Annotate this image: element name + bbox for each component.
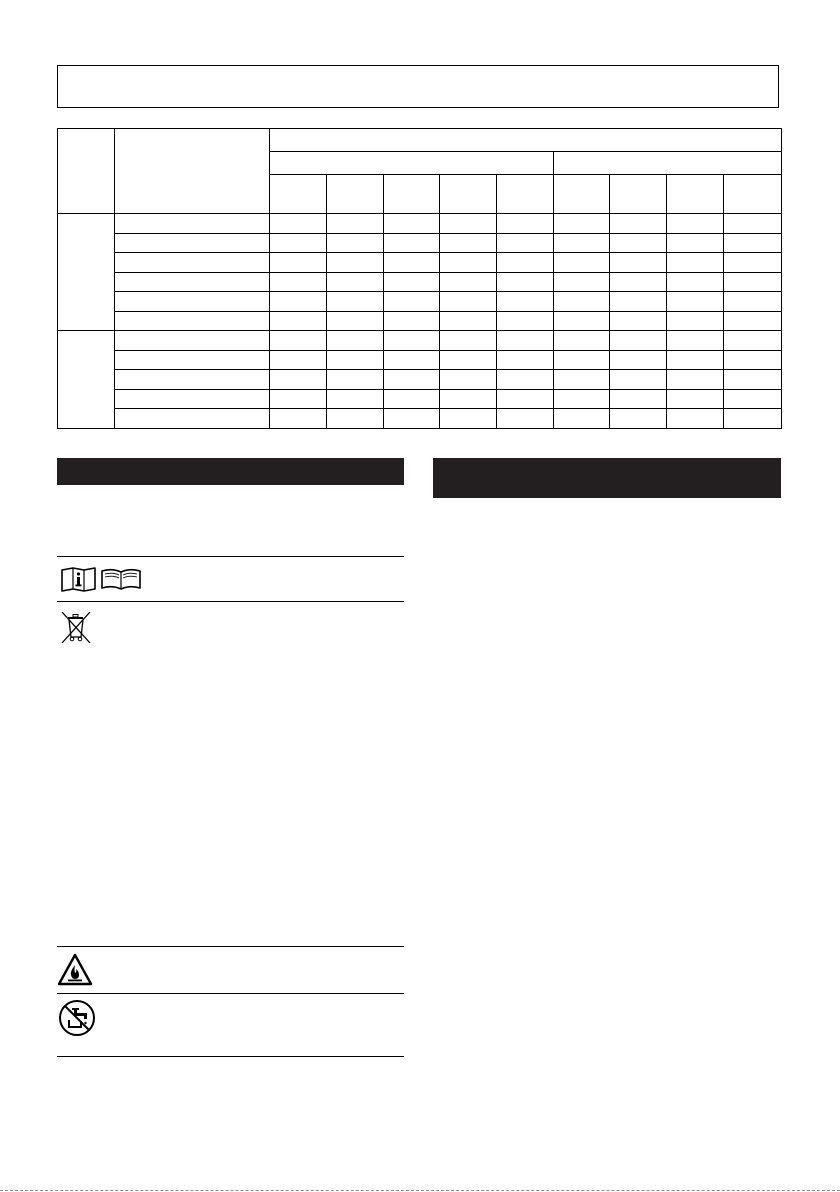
page-edge xyxy=(0,1190,840,1191)
table-header-model xyxy=(58,129,115,214)
table-header-cell xyxy=(497,175,554,214)
table-header-cell xyxy=(610,175,667,214)
table-row xyxy=(58,253,782,273)
table-header-group-a xyxy=(270,152,554,175)
table-header-span xyxy=(270,129,782,152)
table-row xyxy=(58,233,782,253)
row-group-label xyxy=(58,331,115,429)
section-heading-warnings xyxy=(433,458,781,498)
notice-box xyxy=(57,65,779,108)
crossed-out-wheeled-bin-icon xyxy=(60,609,92,650)
table-row xyxy=(58,331,782,351)
table-row xyxy=(58,350,782,370)
table-row xyxy=(58,409,782,429)
no-water-icon xyxy=(57,998,97,1043)
divider xyxy=(57,1056,404,1057)
table-header-cell xyxy=(724,175,782,214)
flammable-warning-icon xyxy=(57,953,93,992)
table-header-group-b xyxy=(554,152,782,175)
divider xyxy=(57,993,404,994)
table-row xyxy=(58,272,782,292)
table-header-cell xyxy=(270,175,327,214)
specification-table xyxy=(57,128,782,429)
table-row xyxy=(58,311,782,331)
table-row xyxy=(58,292,782,312)
section-heading-symbols xyxy=(57,458,404,485)
table-header-cell xyxy=(327,175,384,214)
read-instructions-icon xyxy=(60,566,144,597)
table-row xyxy=(58,370,782,390)
divider xyxy=(57,946,404,947)
divider xyxy=(57,556,404,557)
table-header-cell xyxy=(554,175,610,214)
table-header-item xyxy=(115,129,270,214)
table-header-cell xyxy=(440,175,497,214)
table-row xyxy=(58,389,782,409)
table-row xyxy=(58,214,782,234)
row-group-label xyxy=(58,214,115,331)
divider xyxy=(57,601,404,602)
table-header-cell xyxy=(384,175,440,214)
table-header-cell xyxy=(667,175,724,214)
